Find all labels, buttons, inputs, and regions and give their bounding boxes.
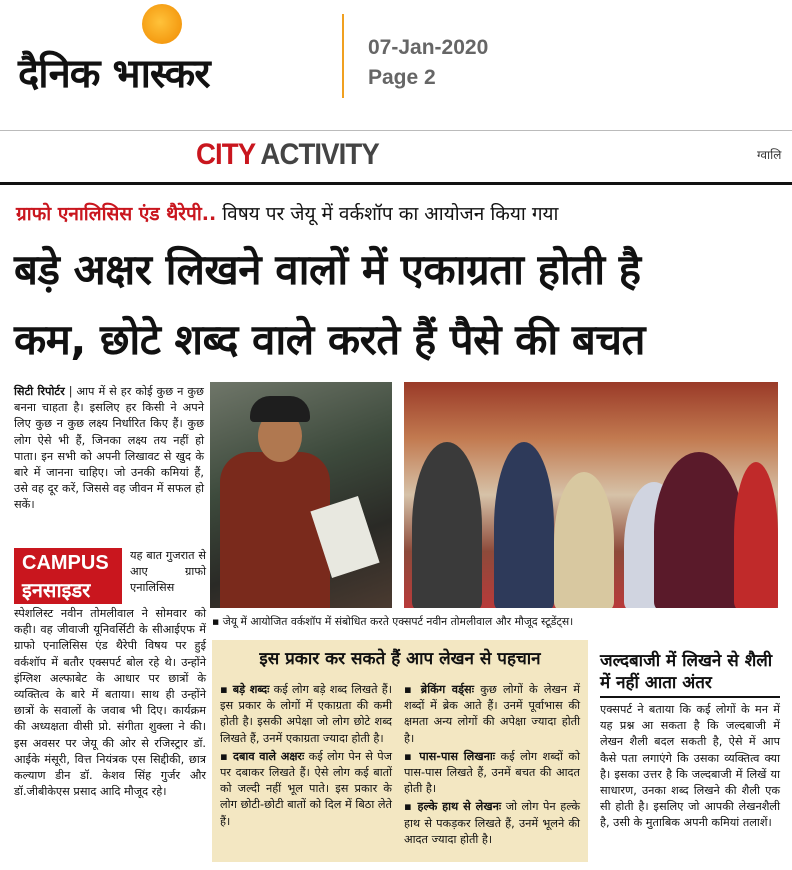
city-name: ग्वालि bbox=[757, 148, 782, 162]
tip-item: ▪ ब्रेकिंग वर्ड्सः कुछ लोगों के लेखन में शब्दों में ब्रेक आते हैं। उनमें पूर्वाभास की क्षमता अन्य लोगों की अपेक्षा ज्यादा होती है। bbox=[404, 683, 581, 745]
tips-box-heading: इस प्रकार कर सकते हैं आप लेखन से पहचान bbox=[259, 649, 541, 669]
newspaper-logo: दैनिक भास्कर bbox=[18, 51, 210, 97]
section-rule bbox=[0, 182, 792, 185]
beside-badge-text: यह बात गुजरात से आए ग्राफो एनालिसिस bbox=[130, 549, 206, 595]
edition-date: 07-Jan-2020 bbox=[368, 36, 489, 59]
sun-logo-icon bbox=[142, 4, 182, 44]
article-intro: सिटी रिपोर्टर | आप में से हर कोई कुछ न कुछ बनना चाहता है। इसलिए हर किसी ने अपने लिए कुछ न कुछ लक्ष्य निर्धारित किए हैं। कुछ लोग ऐसे भी हैं, जिनका लक्ष्य तय नहीं हो पाता। इन सभी को अपनी लिखावट से खुद के बारे में जानना चाहिए। जो उनकी कमियां हैं, उसे वह दूर करें, जिससे वह जीवन में सफल हो सकें। bbox=[14, 385, 204, 512]
headline-line-2: कम, छोटे शब्द वाले करते हैं पैसे की बचत bbox=[14, 315, 645, 364]
section-title bbox=[196, 138, 379, 172]
campus-badge-line-2: इनसाइडर bbox=[22, 580, 91, 602]
campus-insider-badge bbox=[14, 548, 122, 604]
tip-item: ▪ बड़े शब्दः कई लोग बड़े शब्द लिखते हैं। इस प्रकार के लोगों में एकाग्रता की कमी होती है। इसकी अपेक्षा जो लोग छोटे शब्द लिखते हैं, उनमें एकाग्रता ज्यादा होती है। bbox=[220, 683, 393, 745]
sidebar-text: एक्सपर्ट ने बताया कि कई लोगों के मन में यह प्रश्न आ सकता है कि जल्दबाजी में लेखन शैली बदल सकती है, ऐसे में आप कैसे पता लगाएंगे कि उसका व्यक्तित्व क्या है। इसका उत्तर है कि जल्दबाजी में लिखें या साधारण, उनका शब्द लिखने की शैली एक सी होती है। इसलिए जो आपकी लेखनशैली है, उसी के मुताबिक अपनी कमियां तलाशें। bbox=[600, 703, 780, 830]
photo-caption: ▪ जेयू में आयोजित वर्कशॉप में संबोधित करते एक्सपर्ट नवीन तोमलीवाल और मौजूद स्टूडेंट्स। bbox=[212, 615, 574, 628]
section-activity-word: ACTIVITY bbox=[260, 138, 379, 171]
sidebar-heading: जल्दबाजी में लिखने से शैली में नहीं आता अंतर bbox=[600, 651, 773, 693]
sidebar-rule bbox=[600, 696, 780, 698]
masthead-divider bbox=[342, 14, 344, 98]
tip-item: ▪ पास-पास लिखनाः कई लोग शब्दों को पास-पास लिखते हैं, उनमें बचत की आदत होती है। bbox=[404, 749, 580, 796]
article-body: स्पेशलिस्ट नवीन तोमलीवाल ने सोमवार को कही। वह जीवाजी यूनिवर्सिटी के सीआईएफ में ग्राफो एनालिसिस एंड थैरेपी विषय पर हुई वर्कशॉप में बतौर एक्सपर्ट बोल रहे थे। उन्होंने इंग्लिश अल्फाबेट के आधार पर छात्रों के व्यक्तित्व के बारे में बताया। साथ ही उन्होंने छात्रों के सवालों के जवाब भी दिए। कार्यक्रम की अध्यक्षता वीसी प्रो. संगीता शुक्ला ने की। इस अवसर पर जेयू की ओर से रजिस्ट्रार डॉ. आईके मंसूरी, वित्त नियंत्रक एस सिद्दीकी, छात्र कल्याण डीन डॉ. केशव सिंह गुर्जर और डॉ.जीबीकेएस प्रसाद आदि मौजूद रहे। bbox=[14, 607, 206, 799]
campus-badge-line-1: CAMPUS bbox=[22, 552, 109, 574]
tip-item: ▪ दबाव वाले अक्षरः कई लोग पेन से पेज पर दबाकर लिखते हैं। ऐसे लोग कई बातों को जल्दी नहीं भूल पाते। इस प्रकार के लोग छोटी-छोटी बातों को दिल में बिठा लेते हैं। bbox=[220, 749, 393, 828]
tips-column-right bbox=[404, 682, 580, 850]
intro-text: आप में से हर कोई कुछ न कुछ बनना चाहता है। इसलिए हर किसी ने अपने लिए कुछ न कुछ लक्ष्य निर्धारित किए हैं। कुछ लोग ऐसे भी हैं, जिनका लक्ष्य तय नहीं हो पाता। इन सभी को अपनी लिखावट से खुद के बारे में जानना चाहिए। जो उनकी कमियां हैं, उसे वह दूर करें, जिससे वह जीवन में सफल हो सकें। bbox=[14, 385, 204, 512]
students-photo bbox=[404, 382, 778, 608]
article-kicker bbox=[16, 200, 558, 226]
section-city-word: CITY bbox=[196, 138, 255, 171]
tips-column-left bbox=[220, 682, 392, 832]
speaker-photo bbox=[210, 382, 392, 608]
masthead-rule bbox=[0, 130, 792, 131]
kicker-red: ग्राफो एनालिसिस एंड थैरेपी.. bbox=[16, 203, 217, 225]
kicker-black: विषय पर जेयू में वर्कशॉप का आयोजन किया गया bbox=[222, 203, 559, 225]
tip-item: ▪ हल्के हाथ से लेखनः जो लोग पेन हल्के हाथ से पकड़कर लिखते हैं, उनमें भूलने की आदत ज्यादा होती है। bbox=[404, 800, 581, 846]
page-number: Page 2 bbox=[368, 66, 436, 89]
headline-line-1: बड़े अक्षर लिखने वालों में एकाग्रता होती है bbox=[14, 245, 641, 294]
byline: सिटी रिपोर्टर bbox=[14, 385, 65, 398]
